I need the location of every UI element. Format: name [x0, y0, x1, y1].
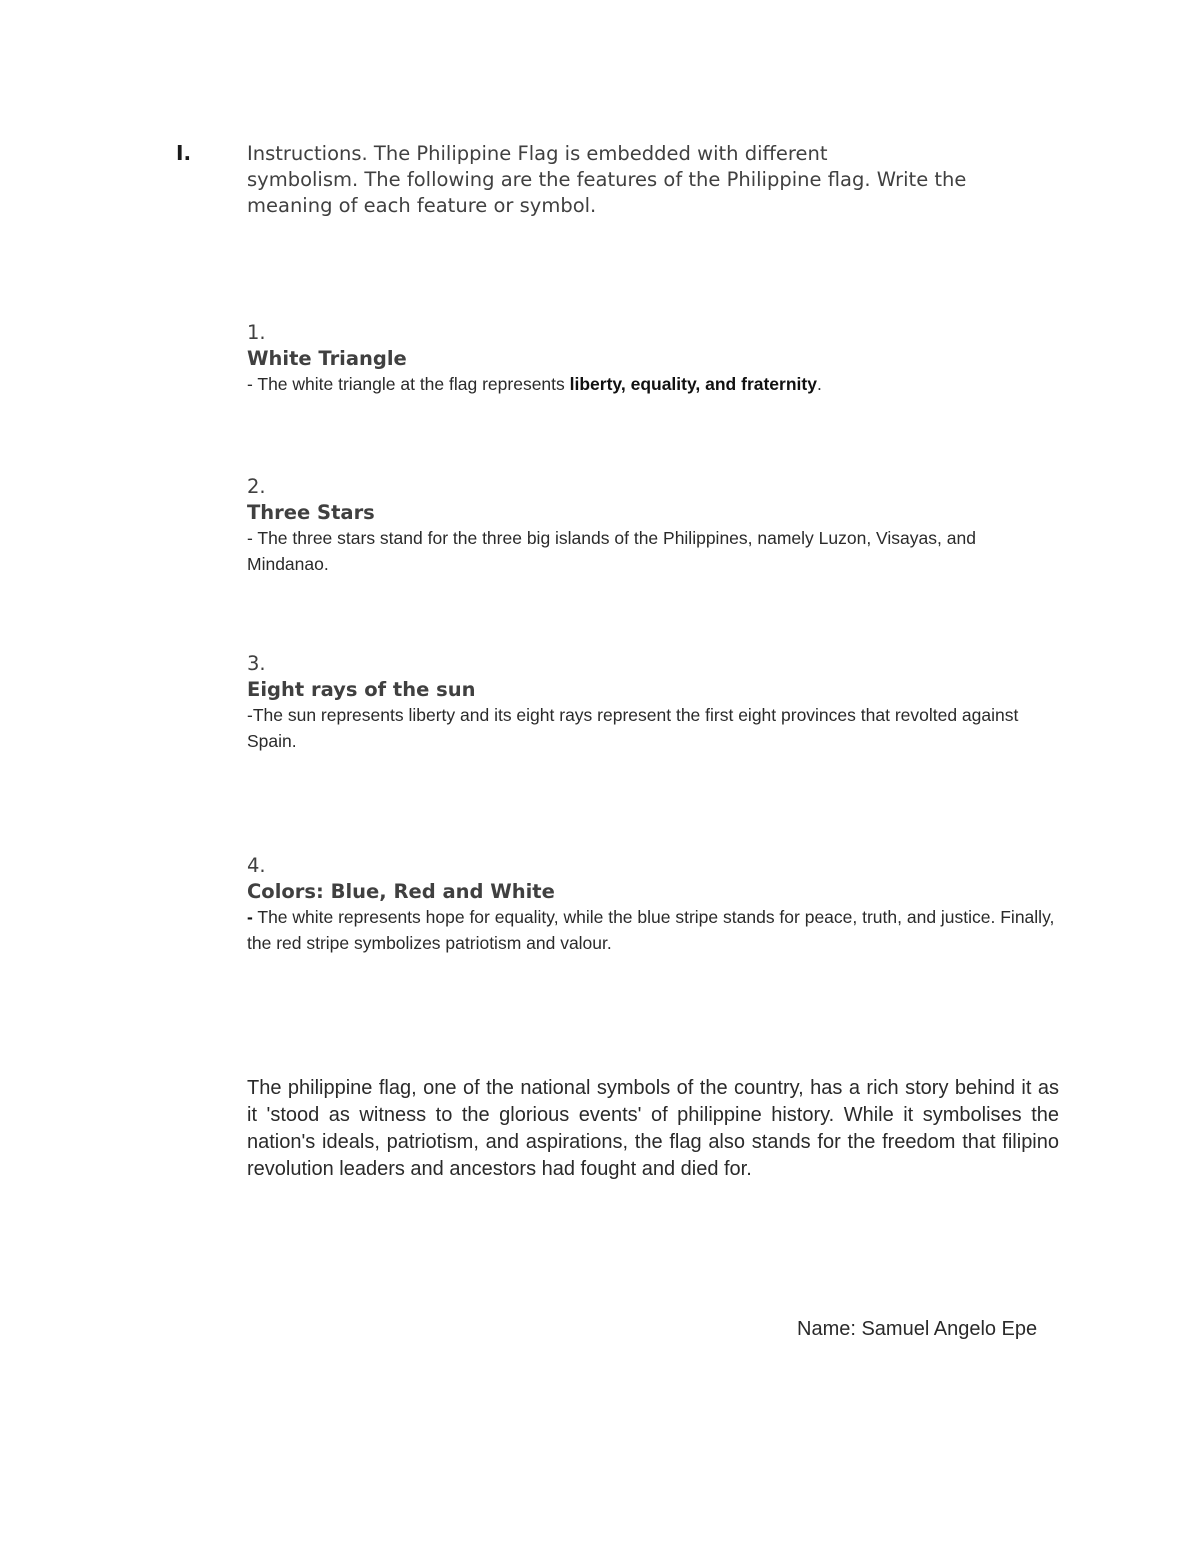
- item-title: Eight rays of the sun: [247, 678, 476, 701]
- item-description-text: - The white triangle at the flag represents: [247, 374, 570, 394]
- item-description: - The three stars stand for the three big islands of the Philippines, namely Luzon, Visayas, and Mindanao.: [247, 528, 976, 574]
- item-title: Three Stars: [247, 501, 375, 524]
- item-description-end: .: [816, 374, 822, 394]
- feature-item-three-stars: [247, 474, 1057, 577]
- student-name: Name: Samuel Angelo Epe: [797, 1318, 1038, 1340]
- item-number: 2.: [247, 475, 266, 498]
- item-description: [247, 372, 1057, 398]
- summary-paragraph: The philippine flag, one of the national symbols of the country, has a rich story behind it as it 'stood as witness to the glorious events' of philippine history. While it symbolises the nation's ideals, patriotism, and aspirations, the flag also stands for the freedom that filipino revolution leaders and ancestors had fought and died for.: [247, 1077, 1059, 1180]
- item-title: White Triangle: [247, 347, 407, 370]
- feature-item-eight-rays: [247, 651, 1057, 754]
- item-description: -The sun represents liberty and its eight rays represent the first eight provinces that revolted against Spain.: [247, 705, 1019, 751]
- instructions-paragraph: [247, 141, 1047, 219]
- item-description-emphasis: liberty, equality, and fraternity: [569, 374, 817, 394]
- feature-item-white-triangle: [247, 320, 1057, 398]
- item-number: 4.: [247, 854, 266, 877]
- instructions-line: meaning of each feature or symbol.: [247, 194, 597, 217]
- instructions-line: Instructions. The Philippine Flag is embedded with different: [247, 142, 828, 165]
- item-description: [247, 905, 1057, 956]
- item-number: 1.: [247, 321, 266, 344]
- instructions-line: symbolism. The following are the features of the Philippine flag. Write the: [247, 168, 967, 191]
- feature-item-colors: [247, 853, 1057, 956]
- section-numeral: I.: [176, 141, 192, 165]
- item-description-dash: -: [247, 907, 253, 927]
- item-description-text: The white represents hope for equality, while the blue stripe stands for peace, truth, and justice. Finally, the red stripe symbolizes patriotism and valour.: [247, 907, 1055, 953]
- item-number: 3.: [247, 652, 266, 675]
- item-title: Colors: Blue, Red and White: [247, 880, 555, 903]
